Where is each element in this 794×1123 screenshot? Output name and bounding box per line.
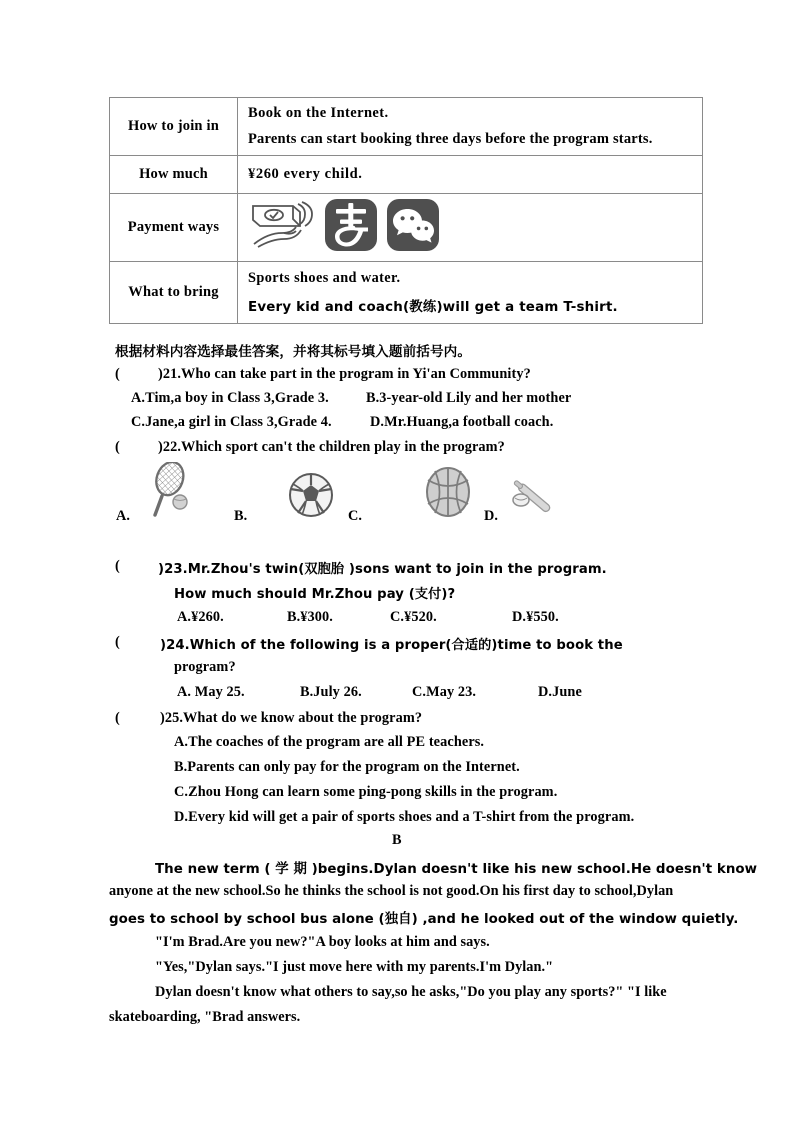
instruction-line: 根据材料内容选择最佳答案，并将其标号填入题前括号内。	[115, 344, 472, 360]
how-much-price: ¥260 every child.	[248, 166, 363, 182]
q23-option-d[interactable]: D.¥550.	[512, 609, 559, 625]
table-row	[110, 98, 703, 156]
row-label-how-much: How much	[110, 156, 238, 194]
section-b-heading: B	[392, 832, 402, 848]
tennis-racket-icon[interactable]	[146, 462, 194, 523]
q21-stem: )21.Who can take part in the program in Yi'an Community?	[158, 366, 531, 382]
q23-option-b[interactable]: B.¥300.	[287, 609, 333, 625]
baseball-bat-icon[interactable]	[506, 478, 562, 525]
q21-bracket[interactable]: (	[115, 366, 120, 382]
q25-stem: )25.What do we know about the program?	[160, 710, 423, 726]
program-info-table	[109, 97, 703, 324]
q23-option-c[interactable]: C.¥520.	[390, 609, 437, 625]
q25-option-d[interactable]: D.Every kid will get a pair of sports shoes and a T-shirt from the program.	[174, 809, 635, 825]
alipay-icon	[324, 198, 378, 257]
table-row	[110, 262, 703, 324]
q22-option-b-label[interactable]: B.	[234, 508, 248, 524]
basketball-icon[interactable]	[424, 466, 472, 523]
q25-option-b[interactable]: B.Parents can only pay for the program on the Internet.	[174, 759, 520, 775]
row-label-how-to-join: How to join in	[110, 98, 238, 156]
q21-option-a[interactable]: A.Tim,a boy in Class 3,Grade 3.	[131, 390, 329, 406]
how-to-join-line-1: Book on the Internet.	[248, 105, 389, 121]
q24-stem: )24.Which of the following is a proper(合适的)time to book the	[160, 638, 623, 653]
wechat-pay-icon	[386, 198, 440, 257]
q21-option-b[interactable]: B.3-year-old Lily and her mother	[366, 390, 572, 406]
soccer-ball-icon[interactable]	[288, 472, 334, 523]
q24-bracket[interactable]: (	[115, 634, 120, 650]
row-label-payment-ways: Payment ways	[110, 194, 238, 262]
what-to-bring-line-2: Every kid and coach(教练)will get a team T-shirt.	[248, 300, 618, 315]
q25-option-a[interactable]: A.The coaches of the program are all PE teachers.	[174, 734, 485, 750]
q23-bracket[interactable]: (	[115, 558, 120, 574]
q22-stem: )22.Which sport can't the children play in the program?	[158, 439, 505, 455]
q25-bracket[interactable]: (	[115, 710, 120, 726]
q23-stem: )23.Mr.Zhou's twin(双胞胎 )sons want to join in the program.	[158, 562, 607, 577]
q24-option-b[interactable]: B.July 26.	[300, 684, 362, 700]
passage-line-5: "Yes,"Dylan says."I just move here with my parents.I'm Dylan."	[155, 959, 554, 975]
row-value-how-to-join	[238, 98, 703, 156]
q24-stem-line2: program?	[174, 659, 236, 675]
table-row	[110, 156, 703, 194]
q24-option-a[interactable]: A. May 25.	[177, 684, 245, 700]
q23-option-a[interactable]: A.¥260.	[177, 609, 224, 625]
row-value-payment-ways	[238, 194, 703, 262]
row-label-what-to-bring: What to bring	[110, 262, 238, 324]
q24-option-d[interactable]: D.June	[538, 684, 582, 700]
row-value-what-to-bring	[238, 262, 703, 324]
q22-option-a-label[interactable]: A.	[116, 508, 131, 524]
passage-line-4: "I'm Brad.Are you new?"A boy looks at him and says.	[155, 934, 490, 950]
payment-icons-group	[248, 198, 702, 257]
q22-option-c-label[interactable]: C.	[348, 508, 363, 524]
how-to-join-line-2: Parents can start booking three days before the program starts.	[248, 131, 653, 147]
q21-option-d[interactable]: D.Mr.Huang,a football coach.	[370, 414, 554, 430]
what-to-bring-line-1: Sports shoes and water.	[248, 270, 401, 286]
q25-option-c[interactable]: C.Zhou Hong can learn some ping-pong skills in the program.	[174, 784, 558, 800]
q21-option-c[interactable]: C.Jane,a girl in Class 3,Grade 4.	[131, 414, 332, 430]
q23-stem-line2: How much should Mr.Zhou pay (支付)?	[174, 587, 456, 602]
table-row	[110, 194, 703, 262]
passage-line-6: Dylan doesn't know what others to say,so he asks,"Do you play any sports?" "I like	[155, 984, 667, 1000]
passage-line-2: anyone at the new school.So he thinks the school is not good.On his first day to school,Dylan	[109, 883, 674, 899]
passage-line-1: The new term ( 学 期 )begins.Dylan doesn't like his new school.He doesn't know	[155, 862, 758, 877]
passage-line-7: skateboarding, "Brad answers.	[109, 1009, 301, 1025]
passage-line-3: goes to school by school bus alone (独自) ,and he looked out of the window quietly.	[109, 912, 739, 927]
cash-in-hand-icon	[250, 200, 316, 255]
row-value-how-much	[238, 156, 703, 194]
q24-option-c[interactable]: C.May 23.	[412, 684, 477, 700]
q22-bracket[interactable]: (	[115, 439, 120, 455]
q22-option-d-label[interactable]: D.	[484, 508, 499, 524]
